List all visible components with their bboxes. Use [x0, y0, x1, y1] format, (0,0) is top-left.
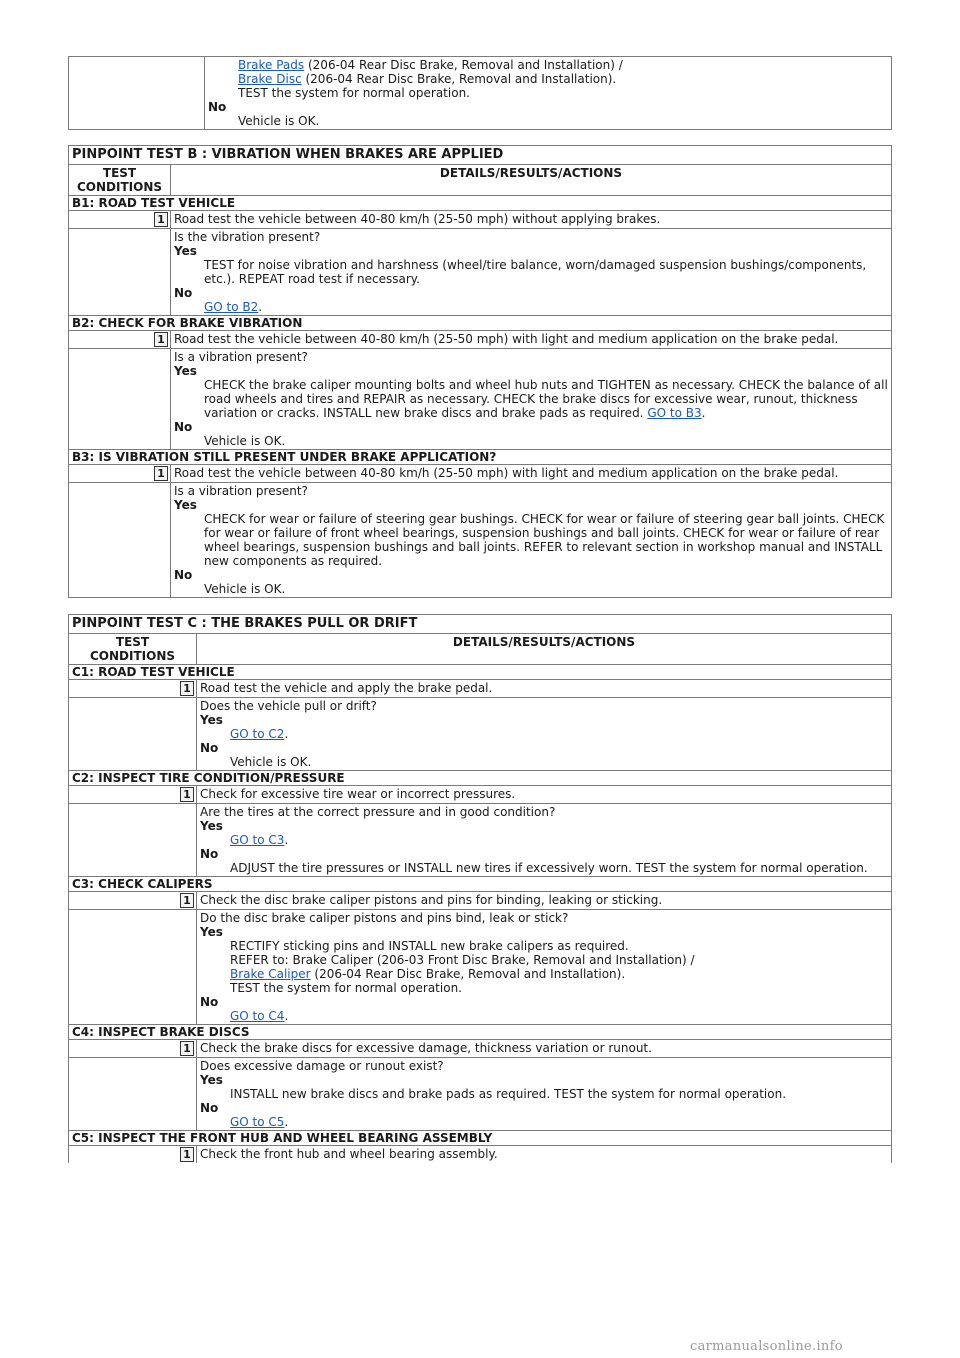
go-to-c2-link[interactable]: GO to C2	[230, 727, 285, 741]
step-number-badge: 1	[180, 681, 194, 696]
step-c3-yes-line3: (206-04 Rear Disc Brake, Removal and Installation).	[310, 967, 626, 981]
period: .	[284, 1115, 289, 1129]
step-c3-header: C3: CHECK CALIPERS	[69, 877, 892, 892]
step-b2-yes-text	[174, 378, 888, 420]
brake-disc-link[interactable]: Brake Disc	[238, 72, 302, 86]
step-c3-num-cell	[69, 892, 197, 910]
go-to-c3-link[interactable]: GO to C3	[230, 833, 285, 847]
step-c1-question: Does the vehicle pull or drift?	[200, 699, 377, 713]
step-c3-yes-line2: REFER to: Brake Caliper (206-03 Front Disc Brake, Removal and Installation) /	[230, 953, 695, 967]
step-number-badge: 1	[180, 893, 194, 908]
step-number-badge: 1	[154, 332, 168, 347]
test-b-title: PINPOINT TEST B : VIBRATION WHEN BRAKES ARE APPLIED	[69, 146, 892, 165]
step-c2-no-text: ADJUST the tire pressures or INSTALL new tires if excessively worn. TEST the system for normal operation.	[230, 861, 868, 875]
step-c4-yes-text: INSTALL new brake discs and brake pads as required. TEST the system for normal operation.	[230, 1087, 787, 1101]
step-b3-blank	[69, 483, 171, 598]
step-c1-blank	[69, 698, 197, 771]
step-c1-result	[197, 698, 892, 771]
go-to-b2-link[interactable]: GO to B2	[204, 300, 259, 314]
continuation-right-cell	[205, 57, 892, 130]
no-label: No	[200, 847, 219, 861]
step-c2-blank	[69, 804, 197, 877]
continuation-left-cell	[69, 57, 205, 130]
step-c3-blank	[69, 910, 197, 1025]
step-c4-action: Check the brake discs for excessive damage, thickness variation or runout.	[197, 1040, 892, 1058]
step-c3-yes-text	[200, 939, 888, 995]
step-b1-header: B1: ROAD TEST VEHICLE	[69, 196, 892, 211]
step-b1-result	[171, 229, 892, 316]
step-c2-yes-text	[200, 833, 888, 847]
brake-pads-ref: (206-04 Rear Disc Brake, Removal and Installation) /	[304, 58, 623, 72]
step-b2-question: Is a vibration present?	[174, 350, 308, 364]
step-c3-yes-line4: TEST the system for normal operation.	[230, 981, 462, 995]
step-c2-header: C2: INSPECT TIRE CONDITION/PRESSURE	[69, 771, 892, 786]
step-number-badge: 1	[180, 1041, 194, 1056]
step-b3-header: B3: IS VIBRATION STILL PRESENT UNDER BRAKE APPLICATION?	[69, 450, 892, 465]
step-c1-action: Road test the vehicle and apply the brake pedal.	[197, 680, 892, 698]
no-label: No	[174, 286, 193, 300]
yes-label: Yes	[200, 819, 223, 833]
step-number-badge: 1	[180, 1147, 194, 1162]
go-to-b3-link[interactable]: GO to B3	[647, 406, 702, 420]
step-c2-result	[197, 804, 892, 877]
step-c5-action: Check the front hub and wheel bearing assembly.	[197, 1146, 892, 1164]
test-c-col-details: DETAILS/RESULTS/ACTIONS	[197, 634, 892, 665]
no-label: No	[174, 420, 193, 434]
no-label: No	[174, 568, 193, 582]
go-to-c5-link[interactable]: GO to C5	[230, 1115, 285, 1129]
no-label: No	[200, 741, 219, 755]
step-b2-yes-body: CHECK the brake caliper mounting bolts and wheel hub nuts and TIGHTEN as necessary. CHECK the balance of all road wheels and tires and REPAIR as necessary. CHECK the brake discs for excessive wear, runout, thickness variation or cracks. INSTALL new brake discs and brake pads as required.	[204, 378, 888, 420]
step-c3-action: Check the disc brake caliper pistons and pins for binding, leaking or sticking.	[197, 892, 892, 910]
step-c3-yes-line1: RECTIFY sticking pins and INSTALL new brake calipers as required.	[230, 939, 629, 953]
brake-caliper-link[interactable]: Brake Caliper	[230, 967, 311, 981]
step-c1-header: C1: ROAD TEST VEHICLE	[69, 665, 892, 680]
step-b1-no-text	[174, 300, 888, 314]
step-b3-num-cell	[69, 465, 171, 483]
manual-page	[68, 56, 892, 1163]
period: .	[284, 1009, 289, 1023]
continuation-no-text: Vehicle is OK.	[238, 114, 320, 128]
step-b3-yes-text: CHECK for wear or failure of steering gear bushings. CHECK for wear or failure of steering gear ball joints. CHECK for wear or failure of front wheel bearings, suspension bushings and ball joints. CHECK for wear or failure of rear wheel bearings, suspension bushings and ball joints. REFER to relevant section in workshop manual and INSTALL new components as required.	[204, 512, 885, 568]
no-label: No	[200, 995, 219, 1009]
step-b2-header: B2: CHECK FOR BRAKE VIBRATION	[69, 316, 892, 331]
step-b3-result	[171, 483, 892, 598]
yes-label: Yes	[200, 1073, 223, 1087]
step-c2-question: Are the tires at the correct pressure and in good condition?	[200, 805, 556, 819]
step-c1-num-cell	[69, 680, 197, 698]
step-b1-question: Is the vibration present?	[174, 230, 321, 244]
brake-pads-link[interactable]: Brake Pads	[238, 58, 305, 72]
yes-label: Yes	[200, 925, 223, 939]
step-c1-yes-text	[200, 727, 888, 741]
step-number-badge: 1	[180, 787, 194, 802]
step-c3-result	[197, 910, 892, 1025]
test-b-col-details: DETAILS/RESULTS/ACTIONS	[171, 165, 892, 196]
test-b-col-conditions: TEST CONDITIONS	[69, 165, 171, 196]
step-c5-header: C5: INSPECT THE FRONT HUB AND WHEEL BEARING ASSEMBLY	[69, 1131, 892, 1146]
step-b2-action: Road test the vehicle between 40-80 km/h (25-50 mph) with light and medium application on the brake pedal.	[171, 331, 892, 349]
step-c2-num-cell	[69, 786, 197, 804]
step-c4-num-cell	[69, 1040, 197, 1058]
step-c4-question: Does excessive damage or runout exist?	[200, 1059, 444, 1073]
watermark-footer: carmanualsonline.info	[690, 1339, 843, 1354]
step-b1-blank	[69, 229, 171, 316]
step-c3-question: Do the disc brake caliper pistons and pins bind, leak or stick?	[200, 911, 569, 925]
period: .	[701, 406, 706, 420]
step-number-badge: 1	[154, 466, 168, 481]
step-c1-no-text: Vehicle is OK.	[230, 755, 312, 769]
step-c4-no-text	[200, 1115, 888, 1129]
period: .	[284, 727, 289, 741]
yes-label: Yes	[174, 244, 197, 258]
step-c3-no-text	[200, 1009, 888, 1023]
continuation-table	[68, 56, 892, 130]
yes-label: Yes	[200, 713, 223, 727]
yes-label: Yes	[174, 498, 197, 512]
continuation-refer-text	[208, 58, 888, 100]
continuation-no-label: No	[208, 100, 227, 114]
step-b2-no-text: Vehicle is OK.	[204, 434, 286, 448]
step-b1-action: Road test the vehicle between 40-80 km/h (25-50 mph) without applying brakes.	[171, 211, 892, 229]
step-c4-header: C4: INSPECT BRAKE DISCS	[69, 1025, 892, 1040]
period: .	[258, 300, 263, 314]
step-b2-result	[171, 349, 892, 450]
step-c2-action: Check for excessive tire wear or incorrect pressures.	[197, 786, 892, 804]
test-c-col-conditions: TEST CONDITIONS	[69, 634, 197, 665]
step-b2-num-cell	[69, 331, 171, 349]
step-number-badge: 1	[154, 212, 168, 227]
step-b3-question: Is a vibration present?	[174, 484, 308, 498]
step-c5-num-cell	[69, 1146, 197, 1164]
step-c4-blank	[69, 1058, 197, 1131]
step-c4-result	[197, 1058, 892, 1131]
continuation-test-text: TEST the system for normal operation.	[238, 86, 470, 100]
step-b3-action: Road test the vehicle between 40-80 km/h (25-50 mph) with light and medium application on the brake pedal.	[171, 465, 892, 483]
pinpoint-test-c-table	[68, 614, 892, 1163]
period: .	[284, 833, 289, 847]
no-label: No	[200, 1101, 219, 1115]
yes-label: Yes	[174, 364, 197, 378]
pinpoint-test-b-table	[68, 145, 892, 598]
step-b1-num-cell	[69, 211, 171, 229]
go-to-c4-link[interactable]: GO to C4	[230, 1009, 285, 1023]
step-b3-no-text: Vehicle is OK.	[204, 582, 286, 596]
step-b1-yes-text: TEST for noise vibration and harshness (wheel/tire balance, worn/damaged suspension bushings/components, etc.). REPEAT road test if necessary.	[204, 258, 867, 286]
test-c-title: PINPOINT TEST C : THE BRAKES PULL OR DRIFT	[69, 615, 892, 634]
brake-disc-ref: (206-04 Rear Disc Brake, Removal and Installation).	[301, 72, 617, 86]
step-b2-blank	[69, 349, 171, 450]
